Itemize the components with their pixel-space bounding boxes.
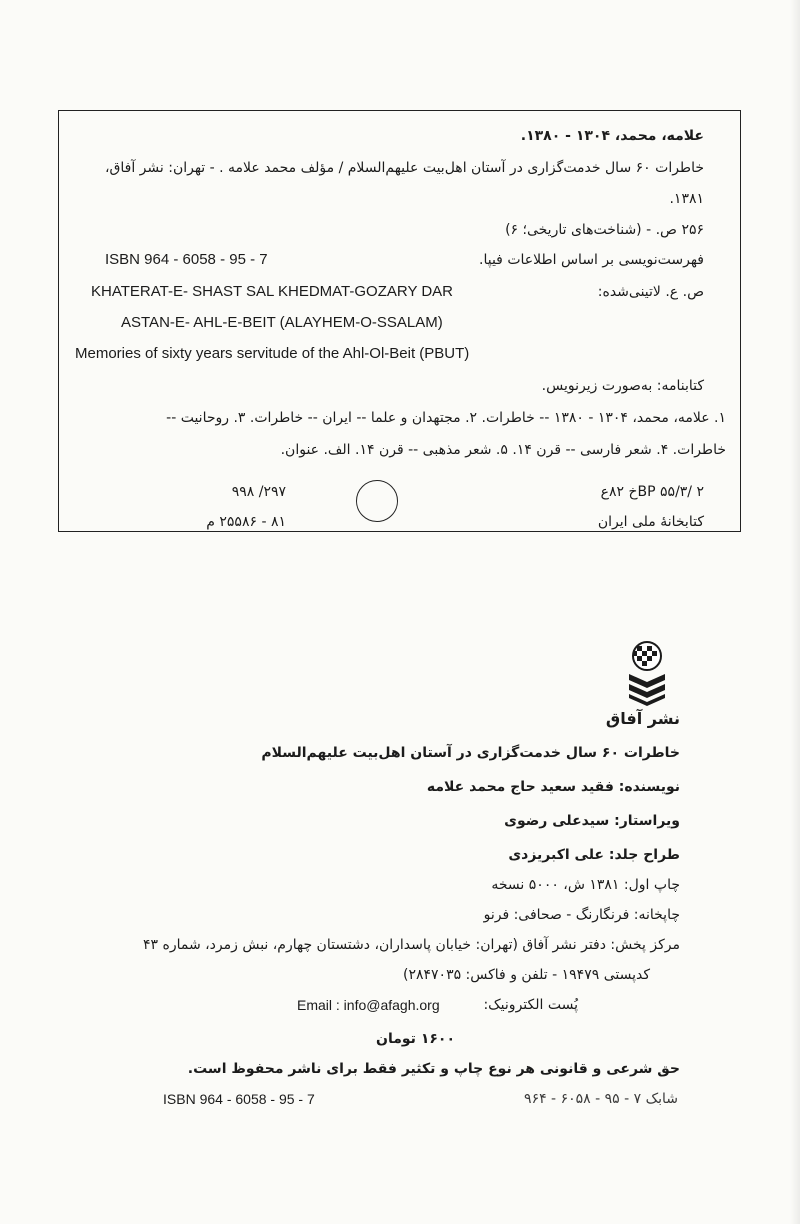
isbn-persian: شابک ۷ - ۹۵ - ۶۰۵۸ - ۹۶۴ [524, 1091, 678, 1107]
cip-english-title: Memories of sixty years servitude of the Ahl-Ol-Beit (PBUT) [75, 345, 470, 362]
cip-subjects-line2: خاطرات. ۴. شعر فارسی -- قرن ۱۴. ۵. شعر مذهبی -- قرن ۱۴. الف. عنوان. [280, 442, 726, 458]
cip-subjects-line1: ۱. علامه، محمد، ۱۳۰۴ - ۱۳۸۰ -- خاطرات. ۲. مجتهدان و علما -- ایران -- خاطرات. ۳. روحانیت -- [166, 410, 726, 426]
cip-library-code: ۸۱ - ۲۵۵۸۶ م [206, 514, 286, 530]
publisher-name: نشر آفاق [605, 709, 680, 728]
print-run-line: چاپ اول: ۱۳۸۱ ش، ۵۰۰۰ نسخه [491, 877, 680, 893]
cip-translit-line1: KHATERAT-E- SHAST SAL KHEDMAT-GOZARY DAR [91, 283, 454, 300]
cip-translit-label: ص. ع. لاتینی‌شده: [597, 284, 704, 300]
rights-notice: حق شرعی و قانونی هر نوع چاپ و تکثیر فقط برای ناشر محفوظ است. [187, 1061, 680, 1077]
cip-isbn: ISBN 964 - 6058 - 95 - 7 [105, 251, 268, 268]
cip-pages-line: ۲۵۶ ص. - (شناخت‌های تاریخی؛ ۶) [505, 222, 704, 238]
cip-dewey: ۲۹۷/ ۹۹۸ [231, 484, 286, 500]
cip-translit-line2: ASTAN-E- AHL-E-BEIT (ALAYHEM-O-SSALAM) [121, 314, 443, 331]
cip-title-line: خاطرات ۶۰ سال خدمت‌گزاری در آستان اهل‌بیت علیهم‌السلام / مؤلف محمد علامه . - تهران: نشر آفاق، [104, 160, 704, 176]
price: ۱۶۰۰ تومان [376, 1031, 455, 1047]
cip-classification: BP ۵۵/۳/ ۲خ ۸۲ع [600, 484, 704, 500]
cip-library: کتابخانهٔ ملی ایران [597, 514, 704, 530]
distribution-line2: کدپستی ۱۹۴۷۹ - تلفن و فاکس: ۲۸۴۷۰۳۵) [403, 967, 650, 983]
distribution-line1: مرکز پخش: دفتر نشر آفاق (تهران: خیابان پاسداران، دشتستان چهارم، نبش زمرد، شماره ۴۳ [143, 937, 680, 953]
cip-fipa-line: فهرست‌نویسی بر اساس اطلاعات فیپا. [479, 252, 704, 268]
email-label: پُست الکترونیک: [483, 997, 578, 1013]
book-title: خاطرات ۶۰ سال خدمت‌گزاری در آستان اهل‌بیت علیهم‌السلام [261, 745, 680, 761]
isbn-latin: ISBN 964 - 6058 - 95 - 7 [163, 1091, 315, 1107]
page-edge-shadow [790, 0, 800, 1224]
cip-stamp-circle [356, 480, 398, 522]
editor-line: ویراستار: سیدعلی رضوی [504, 813, 680, 829]
cip-author-line: علامه، محمد، ۱۳۰۴ - ۱۳۸۰. [520, 128, 704, 144]
cip-box [58, 110, 741, 532]
book-stack-with-globe-icon [625, 640, 669, 706]
cover-designer-line: طراح جلد: علی اکبریزدی [508, 847, 680, 863]
email-address: Email : info@afagh.org [297, 997, 440, 1013]
cip-year-line: ۱۳۸۱. [669, 191, 704, 207]
cip-biblio-line: کتابنامه: به‌صورت زیرنویس. [541, 378, 704, 394]
author-line: نویسنده: فقید سعید حاج محمد علامه [426, 779, 680, 795]
printing-house-line: چاپخانه: فرنگارنگ - صحافی: فرنو [483, 907, 680, 923]
